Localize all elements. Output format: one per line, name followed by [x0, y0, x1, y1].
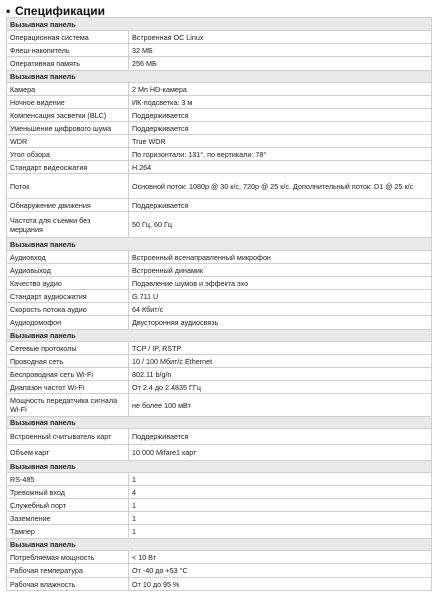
table-row — [7, 290, 432, 303]
spec-value: True WDR — [129, 135, 432, 148]
spec-label: Встроенный считыватель карт — [7, 429, 129, 445]
spec-label: Операционная система — [7, 31, 129, 44]
spec-label: Оперативная память — [7, 57, 129, 71]
table-row — [7, 578, 432, 591]
spec-label: Тревожный вход — [7, 486, 129, 499]
table-row — [7, 109, 432, 122]
spec-value: G.711 U — [129, 290, 432, 303]
spec-value: 50 Гц, 60 Гц — [129, 212, 432, 238]
table-row — [7, 342, 432, 355]
table-row — [7, 161, 432, 174]
spec-label: WDR — [7, 135, 129, 148]
spec-label: Стандарт аудиосжатия — [7, 290, 129, 303]
spec-label: Потребляемая мощность — [7, 551, 129, 564]
section-header-label: Вызывная панель — [7, 238, 432, 251]
spec-label: Служебный порт — [7, 499, 129, 512]
spec-label: RS-485 — [7, 473, 129, 486]
section-header — [7, 18, 432, 31]
table-row — [7, 394, 432, 417]
spec-value: 1 — [129, 512, 432, 525]
spec-label: Аудиодомофон — [7, 316, 129, 330]
spec-value: H.264 — [129, 161, 432, 174]
spec-value: Поддерживается — [129, 122, 432, 135]
table-row — [7, 512, 432, 525]
table-row — [7, 122, 432, 135]
spec-label: Обнаружение движения — [7, 199, 129, 212]
spec-value: 2 Мп HD-камера — [129, 83, 432, 96]
table-row — [7, 564, 432, 578]
spec-label: Поток — [7, 174, 129, 199]
spec-label: Скорость потока аудио — [7, 303, 129, 316]
spec-label: Качество аудио — [7, 277, 129, 290]
spec-table-body — [7, 18, 432, 591]
spec-value: 802.11 b/g/n — [129, 368, 432, 381]
table-row — [7, 31, 432, 44]
section-header — [7, 238, 432, 251]
section-header-label: Вызывная панель — [7, 539, 432, 551]
spec-label: Рабочая влажность — [7, 578, 129, 591]
spec-value: Встроенный динамик — [129, 264, 432, 277]
table-row — [7, 303, 432, 316]
spec-label: Сетевые протоколы — [7, 342, 129, 355]
section-header — [7, 461, 432, 473]
spec-label: Компенсация засветки (BLC) — [7, 109, 129, 122]
spec-label: Угол обзора — [7, 148, 129, 161]
section-header — [7, 417, 432, 429]
spec-label: Ночное видение — [7, 96, 129, 109]
spec-value: 1 — [129, 499, 432, 512]
spec-label: Объем карт — [7, 445, 129, 461]
spec-label: Заземление — [7, 512, 129, 525]
bullet-icon: • — [6, 4, 11, 18]
table-row — [7, 148, 432, 161]
spec-label: Беспроводная сеть Wi-Fi — [7, 368, 129, 381]
spec-title: Спецификации — [15, 4, 106, 18]
spec-value: TCP / IP, RSTP — [129, 342, 432, 355]
spec-label: Аудиовыход — [7, 264, 129, 277]
table-row — [7, 264, 432, 277]
table-row — [7, 44, 432, 57]
table-row — [7, 316, 432, 330]
spec-label: Диапазон частот Wi-Fi — [7, 381, 129, 394]
section-header-label: Вызывная панель — [7, 461, 432, 473]
table-row — [7, 368, 432, 381]
spec-value: Поддерживается — [129, 199, 432, 212]
spec-value: ИК-подсветка: 3 м — [129, 96, 432, 109]
table-row — [7, 199, 432, 212]
spec-value: 10 000 Mifare1 карт — [129, 445, 432, 461]
spec-label: Уменьшение цифрового шума — [7, 122, 129, 135]
table-row — [7, 96, 432, 109]
spec-value: Поддерживается — [129, 429, 432, 445]
spec-label: Частота для съемки без мерцания — [7, 212, 129, 238]
spec-value: 1 — [129, 473, 432, 486]
spec-value: 32 МБ — [129, 44, 432, 57]
table-row — [7, 251, 432, 264]
table-row — [7, 174, 432, 199]
table-row — [7, 486, 432, 499]
section-header — [7, 330, 432, 342]
spec-value: От 2.4 до 2.4835 ГГц — [129, 381, 432, 394]
table-row — [7, 445, 432, 461]
table-row — [7, 381, 432, 394]
table-row — [7, 551, 432, 564]
spec-value: Встроенный всенаправленный микрофон — [129, 251, 432, 264]
table-row — [7, 83, 432, 96]
spec-table — [6, 17, 432, 591]
spec-value: Поддерживается — [129, 109, 432, 122]
spec-value: Основной поток: 1080p @ 30 к/с, 720p @ 25 к/с. Дополнительный поток: D1 @ 25 к/с — [129, 174, 432, 199]
spec-value: 10 / 100 Мбит/с Ethernet — [129, 355, 432, 368]
spec-label: Аудиовход — [7, 251, 129, 264]
table-row — [7, 473, 432, 486]
spec-value: От 10 до 95 % — [129, 578, 432, 591]
spec-label: Стандарт видеосжатия — [7, 161, 129, 174]
spec-label: Рабочая температура — [7, 564, 129, 578]
spec-value: Встроенная ОС Linux — [129, 31, 432, 44]
spec-label: Флеш-накопитель — [7, 44, 129, 57]
spec-label: Мощность передатчика сигнала Wi-Fi — [7, 394, 129, 417]
spec-value: По горизонтали: 131°, по вертикали: 78° — [129, 148, 432, 161]
spec-label: Проводная сеть — [7, 355, 129, 368]
section-header-label: Вызывная панель — [7, 71, 432, 83]
section-header — [7, 71, 432, 83]
spec-value: < 10 Вт — [129, 551, 432, 564]
spec-value: 64 Кбит/с — [129, 303, 432, 316]
spec-value: не более 100 мВт — [129, 394, 432, 417]
section-header-label: Вызывная панель — [7, 417, 432, 429]
spec-value: Подавление шумов и эффекта эхо — [129, 277, 432, 290]
table-row — [7, 212, 432, 238]
section-header-label: Вызывная панель — [7, 330, 432, 342]
table-row — [7, 355, 432, 368]
table-row — [7, 135, 432, 148]
spec-value: 4 — [129, 486, 432, 499]
section-header — [7, 539, 432, 551]
spec-label: Тампер — [7, 525, 129, 539]
table-row — [7, 499, 432, 512]
spec-value: Двусторонняя аудиосвязь — [129, 316, 432, 330]
spec-value: 1 — [129, 525, 432, 539]
table-row — [7, 277, 432, 290]
section-header-label: Вызывная панель — [7, 18, 432, 31]
table-row — [7, 525, 432, 539]
table-row — [7, 57, 432, 71]
spec-value: 256 МБ — [129, 57, 432, 71]
spec-label: Камера — [7, 83, 129, 96]
table-row — [7, 429, 432, 445]
spec-value: От -40 до +53 °C — [129, 564, 432, 578]
